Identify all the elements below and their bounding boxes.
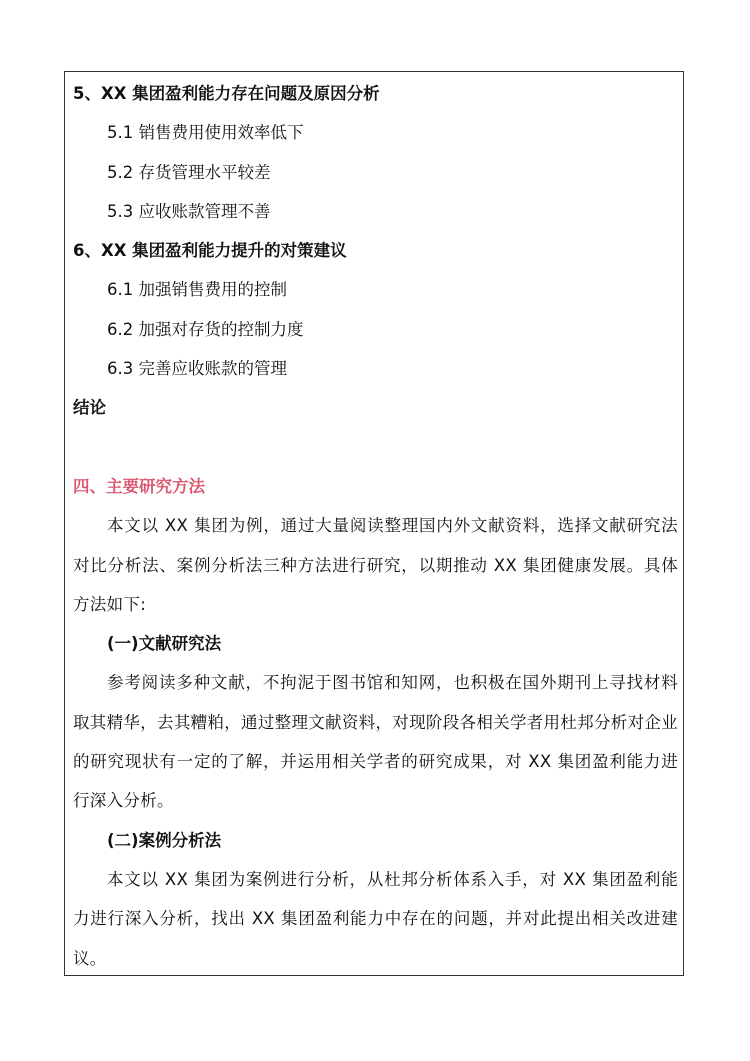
blank-line [73,428,678,467]
section-5-title: 5、XX 集团盈利能力存在问题及原因分析 [73,84,380,103]
section-5-2: 5.2 存货管理水平较差 [107,162,271,182]
section-6-title: 6、XX 集团盈利能力提升的对策建议 [73,241,347,261]
methods-heading: 四、主要研究方法 [73,476,205,496]
case-method-title: (二)案例分析法 [107,830,222,850]
literature-method-body: 参考阅读多种文献，不拘泥于图书馆和知网，也积极在国外期刊上寻找材料取其精华，去其糟粕，通过整理文献资料，对现阶段各相关学者用杜邦分析对企业的研究现状有一定的了解，并运用相关学者的研究成果，对 XX 集团盈利能力进行深入分析。 [73,673,678,811]
section-6-2: 6.2 加强对存货的控制力度 [107,319,304,339]
case-method-body: 本文以 XX 集团为案例进行分析，从杜邦分析体系入手，对 XX 集团盈利能力进行深入分析，找出 XX 集团盈利能力中存在的问题，并对此提出相关改进建议。 [73,869,678,968]
section-6-3: 6.3 完善应收账款的管理 [107,359,287,379]
conclusion-title: 结论 [73,398,106,418]
methods-intro: 本文以 XX 集团为例，通过大量阅读整理国内外文献资料，选择文献研究法对比分析法、案例分析法三种方法进行研究，以期推动 XX 集团健康发展。具体方法如下: [73,516,678,614]
section-6-1: 6.1 加强销售费用的控制 [107,280,287,300]
section-5-1: 5.1 销售费用使用效率低下 [107,123,304,143]
literature-method-title: (一)文献研究法 [107,634,222,654]
document-content [73,74,678,978]
section-5-3: 5.3 应收账款管理不善 [107,201,271,221]
